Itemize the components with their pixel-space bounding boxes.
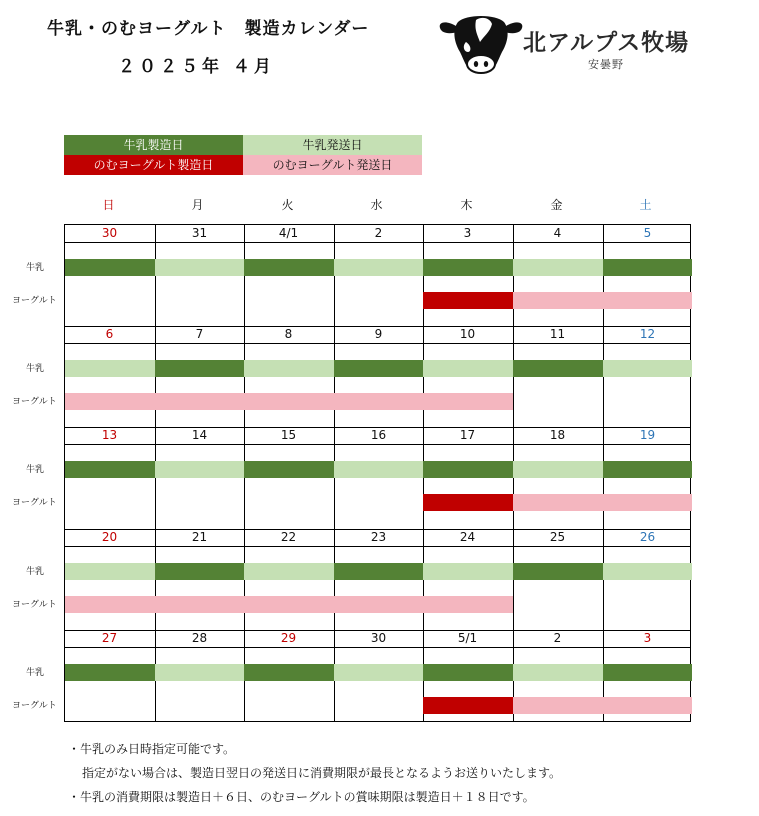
milk-make-bar — [423, 664, 513, 681]
milk-make-bar — [423, 259, 513, 276]
brand-name: 北アルプス牧場 — [523, 30, 690, 56]
day-number: 30 — [370, 631, 387, 645]
day-number: 26 — [639, 530, 656, 544]
yogurt-ship-bar — [513, 494, 603, 511]
day-number: 5/1 — [457, 631, 478, 645]
yogurt-make-bar — [423, 292, 513, 309]
day-number: 25 — [549, 530, 566, 544]
yogurt-ship-bar — [513, 697, 603, 714]
grid-date-line — [65, 546, 690, 547]
yogurt-make-bar — [423, 697, 513, 714]
yogurt-ship-bar — [603, 697, 692, 714]
milk-make-bar — [423, 461, 513, 478]
day-number: 11 — [549, 327, 566, 341]
calendar-month: ２０２５年 ４月 — [118, 57, 275, 77]
row-label-milk: 牛乳 — [26, 263, 45, 273]
milk-ship-bar — [155, 664, 244, 681]
weekday-sat: 土 — [639, 198, 652, 212]
milk-make-bar — [244, 259, 334, 276]
day-number: 2 — [374, 226, 383, 240]
day-number: 29 — [280, 631, 297, 645]
milk-make-bar — [155, 360, 244, 377]
day-number: 4/1 — [278, 226, 299, 240]
grid-date-line — [65, 647, 690, 648]
day-number: 23 — [370, 530, 387, 544]
day-number: 18 — [549, 428, 566, 442]
milk-make-bar — [244, 461, 334, 478]
row-label-yogurt: ヨーグルト — [12, 498, 57, 508]
yogurt-ship-bar — [334, 596, 423, 613]
milk-ship-bar — [513, 259, 603, 276]
milk-ship-bar — [513, 664, 603, 681]
weekday-thu: 木 — [460, 198, 473, 212]
day-number: 16 — [370, 428, 387, 442]
milk-make-bar — [513, 360, 603, 377]
note-3: ・牛乳の消費期限は製造日＋６日、のむヨーグルトの賞味期限は製造日＋１８日です。 — [68, 790, 535, 804]
yogurt-ship-bar — [155, 596, 244, 613]
milk-make-bar — [334, 360, 423, 377]
milk-ship-bar — [244, 360, 334, 377]
legend-yogurt-make: のむヨーグルト製造日 — [64, 155, 243, 175]
note-2: 指定がない場合は、製造日翌日の発送日に消費期限が最長となるようお送りいたします。 — [82, 766, 562, 780]
row-label-yogurt: ヨーグルト — [12, 296, 57, 306]
row-label-yogurt: ヨーグルト — [12, 600, 57, 610]
milk-ship-bar — [603, 360, 692, 377]
cow-icon — [436, 12, 526, 76]
row-label-yogurt: ヨーグルト — [12, 397, 57, 407]
milk-make-bar — [513, 563, 603, 580]
milk-ship-bar — [334, 461, 423, 478]
yogurt-ship-bar — [334, 393, 423, 410]
day-number: 17 — [459, 428, 476, 442]
yogurt-ship-bar — [423, 393, 513, 410]
day-number: 21 — [191, 530, 208, 544]
milk-make-bar — [603, 461, 692, 478]
milk-ship-bar — [155, 461, 244, 478]
row-label-milk: 牛乳 — [26, 465, 45, 475]
milk-ship-bar — [334, 664, 423, 681]
yogurt-ship-bar — [244, 596, 334, 613]
milk-ship-bar — [423, 563, 513, 580]
day-number: 19 — [639, 428, 656, 442]
day-number: 3 — [463, 226, 472, 240]
yogurt-ship-bar — [603, 292, 692, 309]
legend-milk-make: 牛乳製造日 — [64, 135, 243, 155]
grid-date-line — [65, 242, 690, 243]
day-number: 22 — [280, 530, 297, 544]
grid-date-line — [65, 343, 690, 344]
day-number: 13 — [101, 428, 118, 442]
weekday-mon: 月 — [191, 198, 204, 212]
yogurt-ship-bar — [423, 596, 513, 613]
day-number: 5 — [643, 226, 652, 240]
milk-ship-bar — [603, 563, 692, 580]
row-label-milk: 牛乳 — [26, 364, 45, 374]
yogurt-ship-bar — [65, 393, 155, 410]
row-label-milk: 牛乳 — [26, 567, 45, 577]
milk-ship-bar — [334, 259, 423, 276]
yogurt-make-bar — [423, 494, 513, 511]
note-1: ・牛乳のみ日時指定可能です。 — [68, 742, 236, 756]
calendar-grid — [64, 224, 691, 722]
brand-location: 安曇野 — [588, 58, 624, 71]
day-number: 3 — [643, 631, 652, 645]
yogurt-ship-bar — [65, 596, 155, 613]
milk-make-bar — [155, 563, 244, 580]
milk-make-bar — [603, 664, 692, 681]
row-label-yogurt: ヨーグルト — [12, 701, 57, 711]
weekday-wed: 水 — [370, 198, 383, 212]
milk-ship-bar — [513, 461, 603, 478]
day-number: 31 — [191, 226, 208, 240]
day-number: 15 — [280, 428, 297, 442]
milk-make-bar — [603, 259, 692, 276]
grid-date-line — [65, 444, 690, 445]
legend-yogurt-ship: のむヨーグルト発送日 — [243, 155, 422, 175]
page-title: 牛乳・のむヨーグルト 製造カレンダー — [47, 19, 370, 39]
day-number: 9 — [374, 327, 383, 341]
weekday-tue: 火 — [281, 198, 294, 212]
weekday-sun: 日 — [102, 198, 115, 212]
weekday-fri: 金 — [550, 198, 563, 212]
day-number: 12 — [639, 327, 656, 341]
day-number: 4 — [553, 226, 562, 240]
day-number: 2 — [553, 631, 562, 645]
legend-milk-ship: 牛乳発送日 — [243, 135, 422, 155]
day-number: 24 — [459, 530, 476, 544]
day-number: 20 — [101, 530, 118, 544]
day-number: 27 — [101, 631, 118, 645]
yogurt-ship-bar — [513, 292, 603, 309]
milk-make-bar — [334, 563, 423, 580]
day-number: 14 — [191, 428, 208, 442]
milk-ship-bar — [155, 259, 244, 276]
yogurt-ship-bar — [155, 393, 244, 410]
milk-ship-bar — [423, 360, 513, 377]
day-number: 10 — [459, 327, 476, 341]
day-number: 28 — [191, 631, 208, 645]
row-label-milk: 牛乳 — [26, 668, 45, 678]
yogurt-ship-bar — [603, 494, 692, 511]
milk-ship-bar — [244, 563, 334, 580]
day-number: 30 — [101, 226, 118, 240]
day-number: 6 — [105, 327, 114, 341]
milk-make-bar — [244, 664, 334, 681]
day-number: 8 — [284, 327, 293, 341]
day-number: 7 — [195, 327, 204, 341]
yogurt-ship-bar — [244, 393, 334, 410]
